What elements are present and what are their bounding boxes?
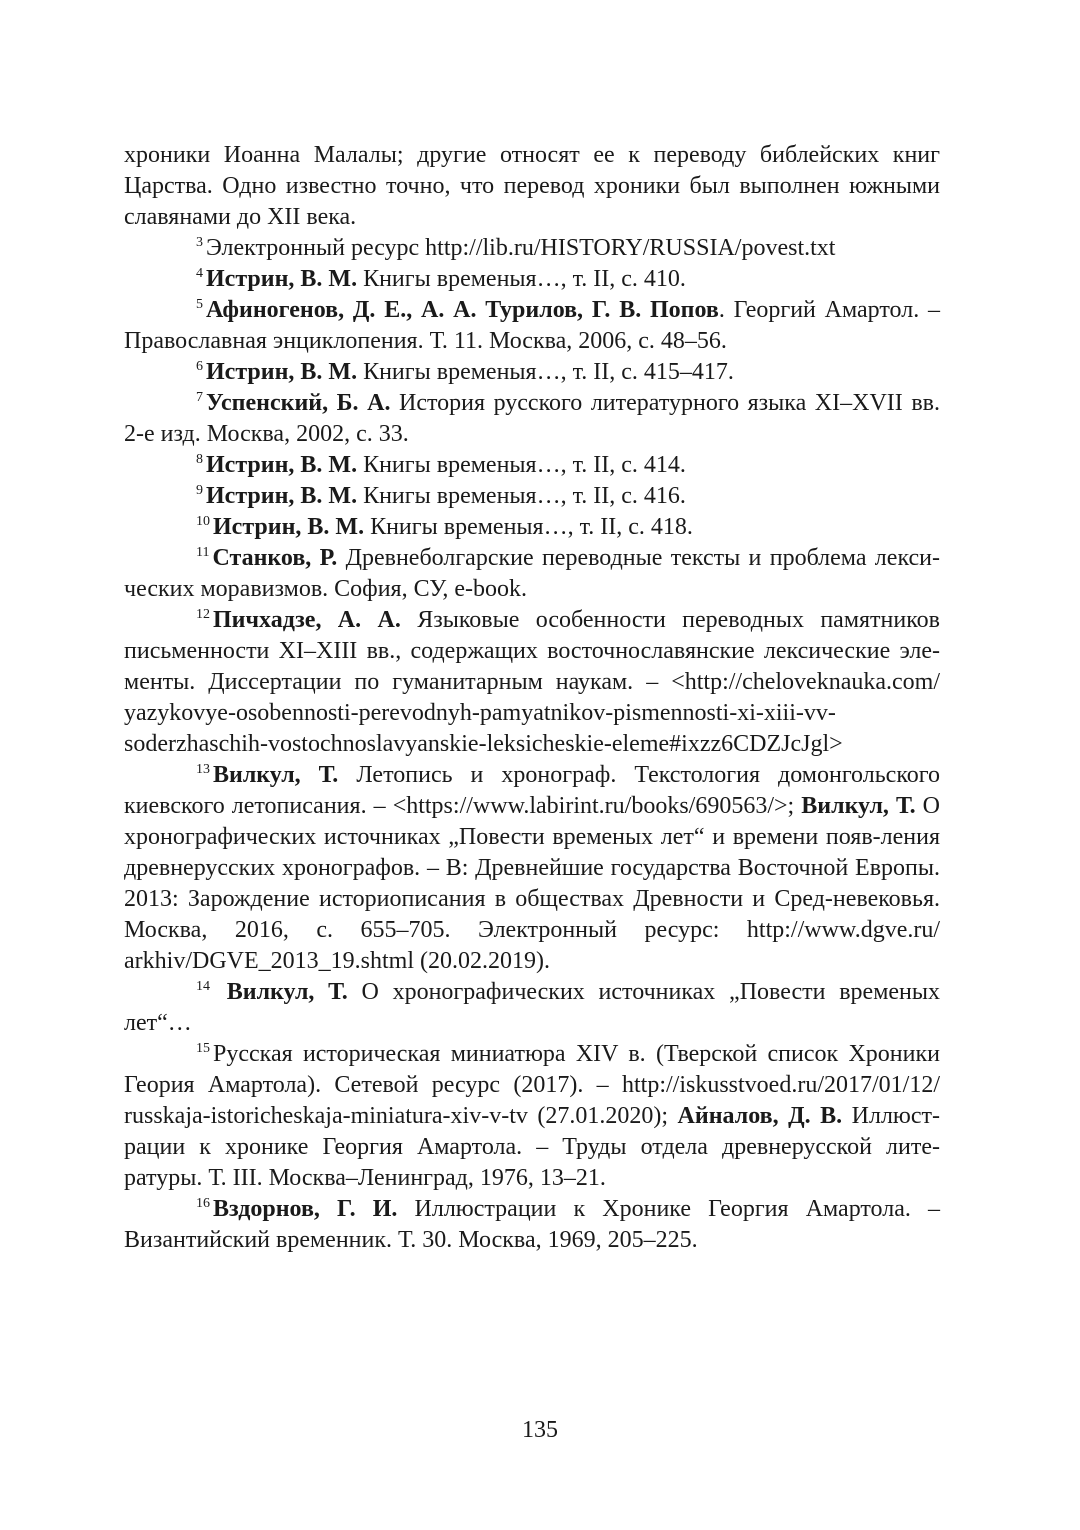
footnote-number: 13 [196,762,210,777]
footnote-text: Летопись и хронограф. Текстология домонгольского киевского летописания. – <https://www.labirint.ru/books/690563/>; [124,762,941,819]
footnote-4 [124,264,940,295]
footnote-text: . Георгий Амартол. – Православная энциклопения. Т. 11. Москва, 2006, с. 48–56. [124,297,940,354]
footnote-text: Книгы временыя…, т. II, с. 416. [357,483,686,509]
footnote-number: 3 [196,235,203,250]
page-number: 135 [522,1417,558,1443]
footnote-number: 11 [196,545,210,560]
footnote-author: Истрин, В. М. [206,483,358,509]
footnote-number: 9 [196,483,203,498]
footnote-9 [124,481,940,512]
footnote-author: Истрин, В. М. [206,266,358,292]
page-body [124,140,940,1256]
footnote-author: Вилкул, Т. [213,762,339,788]
footnote-text: Книгы временыя…, т. II, с. 418. [364,514,693,540]
footnote-text: Книгы временыя…, т. II, с. 415–417. [357,359,734,385]
footnote-15 [124,1039,940,1194]
footnote-text-2: Иллюст-рации к хронике Георгия Амартола. – Труды отдела древнерусской лите-ратуры. Т. III. Москва–Ленинград, 1976, 13–21. [124,1103,940,1191]
footnote-number: 12 [196,607,210,622]
footnote-10 [124,512,940,543]
intro-paragraph: хроники Иоанна Малалы; другие относят ее к переводу библейских книг Царства. Одно известно точно, что перевод хроники был выполнен южными славянами до XII века. [124,142,940,230]
footnote-author-2: Айналов, Д. В. [677,1103,843,1129]
footnote-text: Русская историческая миниатюра XIV в. (Тверской список Хроники Геория Амартола). Сетевой ресурс (2017). – http://iskusstvoed.ru/2017/01/12/ russkaja-istoricheskaja-miniatura-xiv-v-tv (27.01.2020); [124,1041,940,1129]
footnote-number: 5 [196,297,203,312]
footnote-16 [124,1194,940,1256]
footnote-text: Языковые особенности переводных памятников письменности XI–XIII вв., содержащих восточнославянские лексические эле-менты. Диссертации по гуманитарным наукам. – <http://cheloveknauka.com/ yazykovye-osobennosti-perevodnyh-pamyatnikov-pismennosti-xi-xiii-vv-soderzhaschih-vostochnoslavyanskie-leksicheskie-eleme#ixzz6CDZJcJgl> [124,607,940,757]
footnote-5 [124,295,940,357]
footnote-author: Вздорнов, Г. И. [213,1196,398,1222]
footnote-number: 6 [196,359,203,374]
footnote-number: 4 [196,266,203,281]
footnote-text: Электронный ресурс http://lib.ru/HISTORY/RUSSIA/povest.txt [206,235,836,261]
footnote-text: Древнеболгарские переводные тексты и проблема лекси-ческих моравизмов. София, СУ, e-book. [124,545,940,602]
footnote-text: Книгы временыя…, т. II, с. 410. [357,266,686,292]
footnote-author: Афиногенов, Д. Е., А. А. Турилов, Г. В. Попов [206,297,719,323]
footnote-author: Истрин, В. М. [213,514,365,540]
footnote-author: Истрин, В. М. [206,359,358,385]
footnote-6 [124,357,940,388]
footnote-number: 7 [196,390,203,405]
footnote-text-2: О хронографических источниках „Повести временых лет“ и времени появ-ления древнерусских хронографов. – В: Древнейшие государства Восточной Европы. 2013: Зарождение историописания в обществах Древности и Сред-невековья. Москва, 2016, с. 655–705. Электронный ресурс: http://www.dgve.ru/ arkhiv/DGVE_2013_19.shtml (20.02.2019). [124,793,940,974]
footnote-text: Иллюстрации к Хронике Георгия Амартола. – Византийский временник. Т. 30. Москва, 1969, 205–225. [124,1196,940,1253]
footnote-number: 16 [196,1196,210,1211]
footnote-8 [124,450,940,481]
footnote-11 [124,543,940,605]
footnote-author: Станков, Р. [212,545,338,571]
footnote-7 [124,388,940,450]
footnote-13 [124,760,940,977]
footnote-number: 15 [196,1041,210,1056]
footnote-author: Истрин, В. М. [206,452,358,478]
footnote-number: 14 [196,979,210,994]
footnote-author-2: Вилкул, Т. [801,793,916,819]
footnote-author: Пичхадзе, А. А. [213,607,401,633]
footnote-author: Успенский, Б. А. [206,390,391,416]
footnote-text: Книгы временыя…, т. II, с. 414. [357,452,686,478]
footnote-14 [124,977,940,1039]
footnote-text: О хронографических источниках „Повести временых лет“… [124,979,941,1036]
footnote-3 [124,233,940,264]
footnote-12 [124,605,940,760]
footnote-number: 10 [196,514,210,529]
footnote-text: История русского литературного языка XI–XVII вв. 2-е изд. Москва, 2002, с. 33. [124,390,940,447]
footnote-author: Вилкул, Т. [226,979,348,1005]
footnote-number: 8 [196,452,203,467]
